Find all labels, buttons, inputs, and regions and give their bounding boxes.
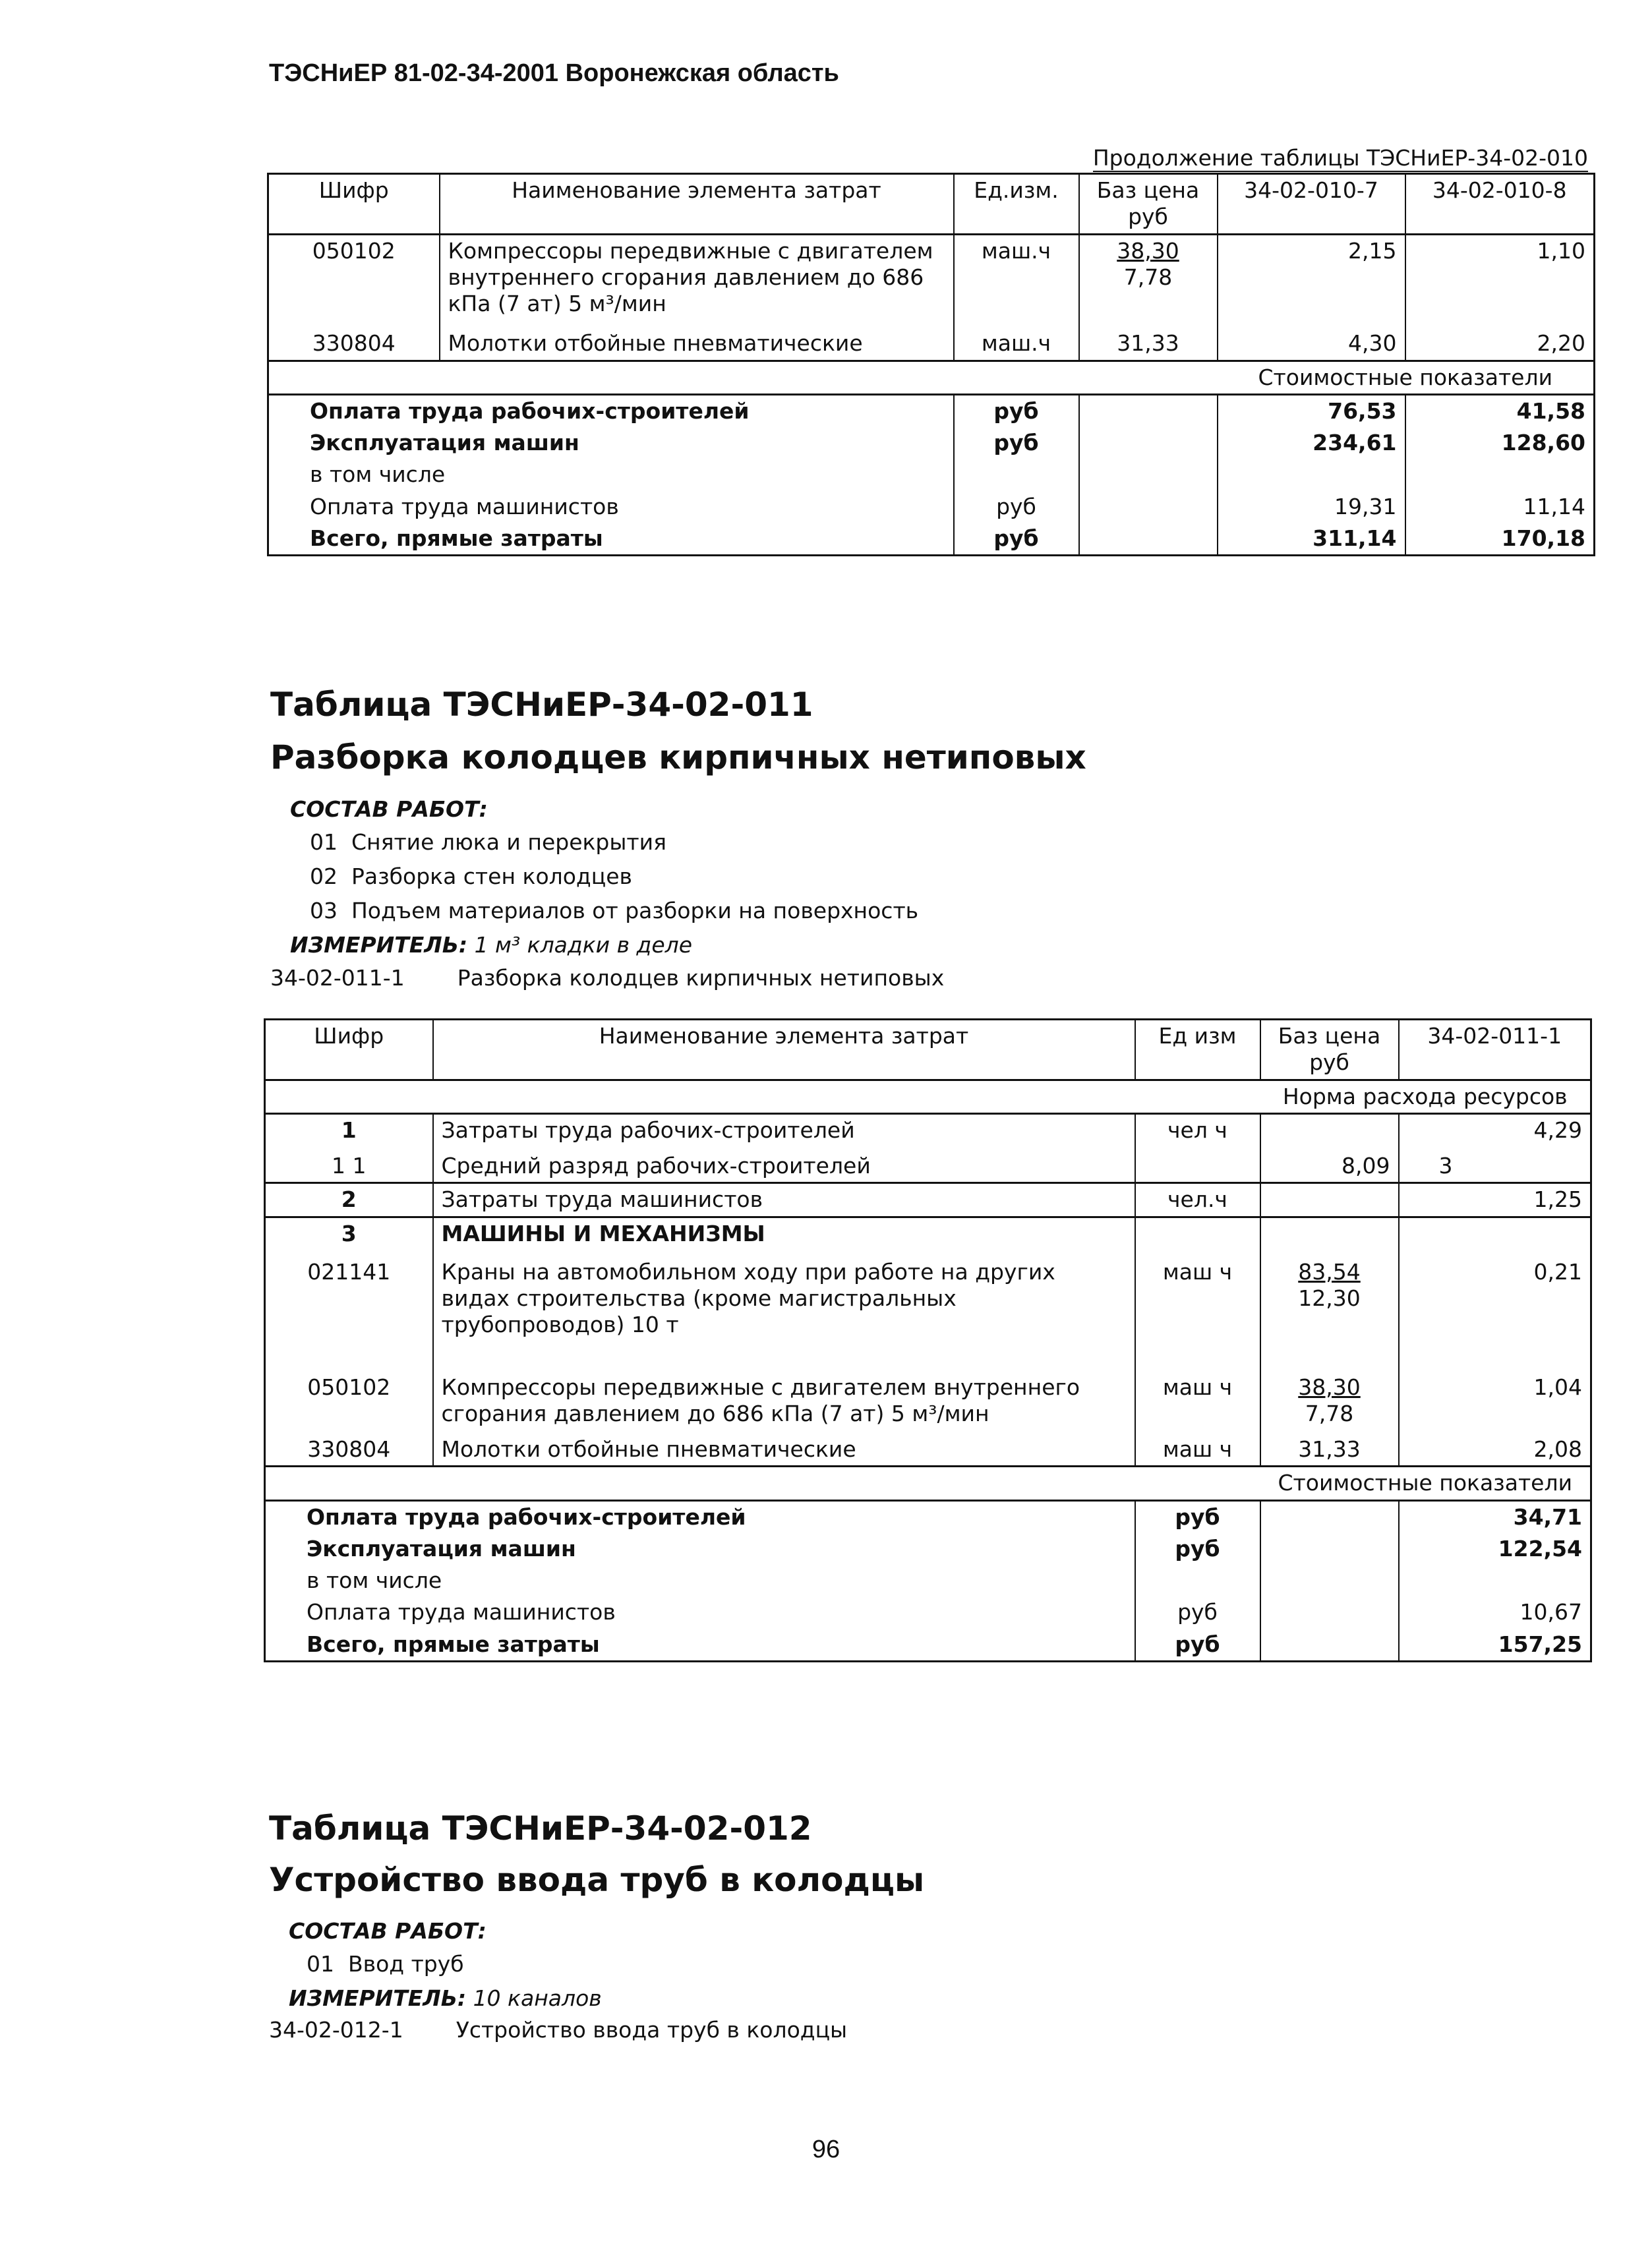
cell-unit: чел.ч (1135, 1183, 1260, 1217)
cost-unit: руб (1135, 1629, 1260, 1662)
cell-c1: 1,04 (1399, 1372, 1591, 1430)
col-header-price: Баз цена руб (1079, 174, 1218, 235)
cell-code: 1 1 (332, 1153, 367, 1179)
cost-row (268, 491, 1595, 523)
cell-unit: чел ч (1135, 1113, 1260, 1146)
cost-c1: 234,61 (1218, 427, 1405, 459)
meter-line: ИЗМЕРИТЕЛЬ: 1 м³ кладки в деле (290, 932, 693, 958)
cost-c1: 10,67 (1399, 1596, 1591, 1628)
price-top: 38,30 (1117, 237, 1179, 264)
cell-name: Краны на автомобильном ходу при работе на других видах строительства (кроме магистральных трубопроводов) 10 т (433, 1250, 1135, 1372)
cost-name: Оплата труда рабочих-строителей (265, 1500, 1135, 1533)
cell-price (1260, 1372, 1399, 1430)
cost-c2: 128,60 (1405, 427, 1595, 459)
col-header-name: Наименование элемента затрат (440, 174, 954, 235)
item-code: 34-02-011-1 (270, 965, 405, 991)
cell-c1: 2,15 (1218, 234, 1405, 320)
cost-unit: руб (954, 394, 1079, 427)
item-text: Устройство ввода труб в колодцы (456, 2017, 848, 2043)
cell-price: 8,09 (1260, 1146, 1399, 1183)
table-row (265, 1250, 1591, 1372)
cost-c2: 41,58 (1405, 394, 1595, 427)
work-item: 01 Ввод труб (307, 1951, 464, 1977)
cell-unit: маш.ч (954, 320, 1079, 361)
cell-name: Молотки отбойные пневматические (433, 1430, 1135, 1467)
cost-c1: 76,53 (1218, 394, 1405, 427)
cell-c1: 4,30 (1218, 320, 1405, 361)
section-title: Таблица ТЭСНиЕР-34-02-012 (269, 1809, 812, 1848)
table-row (265, 1217, 1591, 1250)
cost-header-row (265, 1467, 1591, 1500)
norm-header: Норма расхода ресурсов (1282, 1083, 1568, 1109)
cell-unit: маш ч (1135, 1372, 1260, 1430)
table-row (265, 1146, 1591, 1183)
cost-name: Оплата труда машинистов (307, 1599, 616, 1625)
cell-unit: маш ч (1135, 1250, 1260, 1372)
cell-name: Средний разряд рабочих-строителей (433, 1146, 1135, 1183)
cost-row (268, 394, 1595, 427)
cell-code: 330804 (307, 1436, 391, 1462)
cost-name: Оплата труда машинистов (310, 493, 619, 519)
table-row (265, 1372, 1591, 1430)
price-bottom: 7,78 (1305, 1400, 1354, 1426)
work-item: 01 Снятие люка и перекрытия (310, 829, 666, 855)
work-item: 03 Подъем материалов от разборки на поверхность (310, 898, 919, 923)
cost-name: Всего, прямые затраты (310, 525, 603, 551)
table-34-02-011 (264, 1018, 1592, 1662)
cost-unit: руб (954, 427, 1079, 459)
cost-row (265, 1629, 1591, 1662)
cell-c1: 0,21 (1399, 1250, 1591, 1372)
cell-price (1260, 1250, 1399, 1372)
item-code: 34-02-012-1 (269, 2017, 403, 2043)
cost-unit: руб (954, 523, 1079, 556)
table-header-row (265, 1020, 1591, 1080)
cost-c1: 157,25 (1399, 1629, 1591, 1662)
cell-code: 330804 (312, 330, 396, 357)
page-number: 96 (811, 2136, 841, 2163)
composition-label: СОСТАВ РАБОТ: (289, 1918, 487, 1944)
cell-name: Компрессоры передвижные с двигателем внутреннего сгорания давлением до 686 кПа (7 ат) 5 м³/мин (440, 234, 954, 320)
cost-c1: 19,31 (1218, 491, 1405, 523)
cell-code: 3 (265, 1217, 433, 1250)
cell-price: 31,33 (1260, 1430, 1399, 1467)
table-row (268, 234, 1595, 320)
cell-c1: 4,29 (1399, 1113, 1591, 1146)
cell-name: Компрессоры передвижные с двигателем внутреннего сгорания давлением до 686 кПа (7 ат) 5 м³/мин (433, 1372, 1135, 1430)
cost-row (265, 1533, 1591, 1565)
cost-name: Эксплуатация машин (307, 1535, 576, 1561)
cost-name: Эксплуатация машин (310, 430, 579, 455)
cell-name: Затраты труда рабочих-строителей (433, 1113, 1135, 1146)
cell-c1: 3 (1399, 1146, 1591, 1183)
cell-code: 021141 (307, 1258, 391, 1285)
col-header-name: Наименование элемента затрат (433, 1020, 1135, 1080)
price-top: 83,54 (1298, 1258, 1361, 1285)
table-continuation-caption: Продолжение таблицы ТЭСНиЕР-34-02-010 (1092, 145, 1588, 171)
cost-row (265, 1565, 1591, 1596)
cell-c2: 2,20 (1405, 320, 1595, 361)
col-header-unit: Ед изм (1135, 1020, 1260, 1080)
cost-c2: 11,14 (1405, 491, 1595, 523)
col-header-code: Шифр (268, 174, 440, 235)
cost-header-row (268, 361, 1595, 394)
item-line (269, 2017, 847, 2043)
cost-c1: 34,71 (1399, 1500, 1591, 1533)
cell-code: 050102 (312, 237, 396, 264)
price-bottom: 12,30 (1298, 1285, 1361, 1311)
cost-unit: руб (1135, 1500, 1260, 1533)
cost-row (268, 427, 1595, 459)
work-item: 02 Разборка стен колодцев (310, 863, 632, 889)
cell-name: Затраты труда машинистов (433, 1183, 1135, 1217)
col-header-c1: 34-02-010-7 (1218, 174, 1405, 235)
col-header-code: Шифр (265, 1020, 433, 1080)
cell-c1: 2,08 (1399, 1430, 1591, 1467)
cost-row (265, 1500, 1591, 1533)
col-header-c1: 34-02-011-1 (1399, 1020, 1591, 1080)
cell-name: Молотки отбойные пневматические (440, 320, 954, 361)
cell-code: 2 (265, 1183, 433, 1217)
cost-name: Всего, прямые затраты (307, 1631, 600, 1657)
col-header-c2: 34-02-010-8 (1405, 174, 1595, 235)
cost-name: в том числе (310, 461, 446, 488)
cost-row (265, 1596, 1591, 1628)
cost-header: Стоимостные показатели (1218, 361, 1595, 394)
table-row (268, 320, 1595, 361)
cost-c1: 122,54 (1399, 1533, 1591, 1565)
table-row (265, 1183, 1591, 1217)
meter-line: ИЗМЕРИТЕЛЬ: 10 каналов (289, 1985, 602, 2011)
cell-code: 1 (265, 1113, 433, 1146)
table-row (265, 1430, 1591, 1467)
cost-row (268, 523, 1595, 556)
price-bottom: 7,78 (1123, 264, 1173, 290)
cell-price (1079, 234, 1218, 320)
cell-c1: 1,25 (1399, 1183, 1591, 1217)
table-header-row (268, 174, 1595, 235)
cost-unit: руб (1135, 1533, 1260, 1565)
composition-label: СОСТАВ РАБОТ: (290, 796, 488, 822)
document-header: ТЭСНиЕР 81-02-34-2001 Воронежская область (269, 59, 839, 87)
section-subtitle: Разборка колодцев кирпичных нетиповых (270, 738, 1086, 776)
cost-row (268, 459, 1595, 490)
cell-code: 050102 (307, 1374, 391, 1400)
cost-unit: руб (954, 491, 1079, 523)
cost-c1: 311,14 (1218, 523, 1405, 556)
cost-name: в том числе (307, 1567, 442, 1593)
cost-unit: руб (1135, 1596, 1260, 1628)
norm-header-row (265, 1080, 1591, 1113)
item-line (270, 965, 944, 991)
cell-unit: маш ч (1135, 1430, 1260, 1467)
section-title: Таблица ТЭСНиЕР-34-02-011 (270, 686, 813, 724)
cost-c2: 170,18 (1405, 523, 1595, 556)
cell-price (1260, 1113, 1399, 1146)
cell-name: МАШИНЫ И МЕХАНИЗМЫ (433, 1217, 1135, 1250)
col-header-price: Баз цена руб (1260, 1020, 1399, 1080)
cell-c2: 1,10 (1405, 234, 1595, 320)
cell-unit (1135, 1146, 1260, 1183)
col-header-unit: Ед.изм. (954, 174, 1079, 235)
cost-header: Стоимостные показатели (1260, 1467, 1591, 1500)
section-subtitle: Устройство ввода труб в колодцы (269, 1861, 925, 1899)
cell-price: 31,33 (1079, 320, 1218, 361)
item-text: Разборка колодцев кирпичных нетиповых (457, 965, 945, 991)
price-top: 38,30 (1298, 1374, 1361, 1400)
table-34-02-010-continuation (267, 173, 1595, 556)
cost-name: Оплата труда рабочих-строителей (268, 394, 954, 427)
table-row (265, 1113, 1591, 1146)
cell-unit: маш.ч (954, 234, 1079, 320)
cell-price (1260, 1183, 1399, 1217)
